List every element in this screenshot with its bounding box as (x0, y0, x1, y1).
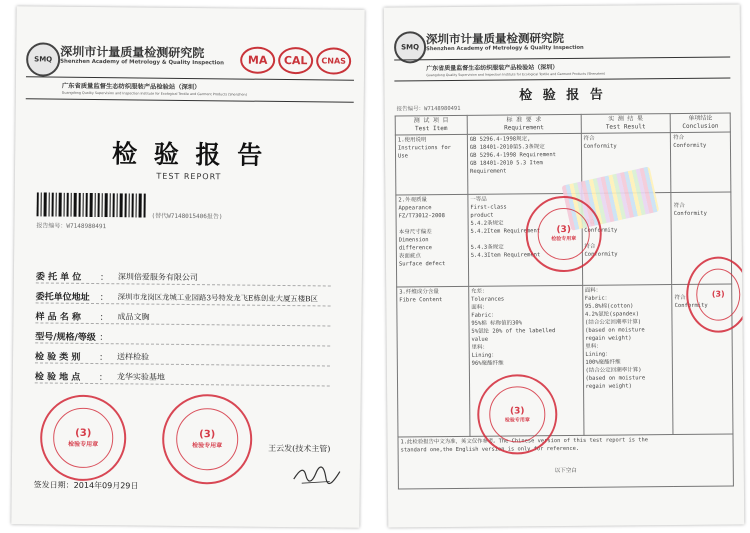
footnote-cell (398, 434, 733, 489)
institute-name-en: Shenzhen Academy of Metrology & Quality Inspection (60, 58, 224, 67)
barcode (37, 192, 147, 217)
barcode-caption: (替代W7148015406报告) (151, 212, 223, 221)
inspection-seal: (3) 检验专用章 (477, 374, 558, 455)
requirement-cell: 允差： Tolerances 面料： Fabric： 95%棉 标称值的30% 5%氨纶 20% of the labelled value 里料： Lining： 96%聚酯纤维 (469, 285, 584, 436)
table-row (397, 284, 733, 437)
inspection-seal: (3) 检验专用章 (40, 394, 127, 481)
item-cell: 1.使用说明 Instructions for Use (395, 134, 467, 195)
cma-mark: MA (240, 47, 275, 74)
client-label: 委 托 单 位 (35, 272, 82, 283)
test-results-page (384, 4, 745, 527)
header-rule (394, 57, 730, 61)
header-test-item: 测 试 项 目 Test Item (395, 115, 467, 135)
conclusion-cell: 符合 Conformity (671, 132, 731, 193)
conclusion-cell: 符合 Conformity (672, 284, 733, 435)
approval-seal: (3) 检验专用章 (162, 394, 253, 485)
handwritten-signature (292, 461, 342, 488)
client-address-value: 深圳市龙岗区龙城工业园路3号特发龙飞E栋创业大厦五楼B区 (117, 292, 319, 304)
conclusion-cell: 符合 Conformity (671, 192, 732, 285)
approver-name: 王云发(技术主管) (268, 443, 331, 454)
inspection-seal: (3) (686, 256, 744, 333)
colon: ： (99, 273, 109, 284)
field-divider (36, 282, 331, 286)
header-conclusion: 单项结论 Conclusion (670, 113, 730, 133)
report-title-en: TEST REPORT (156, 171, 222, 182)
cnas-mark: CNAS (316, 47, 351, 74)
header-rule-2 (394, 78, 730, 82)
inspection-type-value: 送样检验 (117, 352, 150, 362)
field-divider (35, 382, 330, 386)
requirement-cell: 一等品 First-class product 5.4.2条规定 5.4.2Item Requirement 5.4.3条规定 5.4.3Item Requirement (468, 193, 583, 286)
report-title-cn: 检 验 报 告 (111, 139, 267, 170)
report-number: 报告编号：W7148980491 (396, 105, 461, 113)
colon: ： (98, 373, 108, 384)
sample-name-label: 样 品 名 称 (35, 312, 81, 323)
result-cell: Conformity 符合 Conformity (581, 193, 671, 286)
station-name-en: Guangdong Quality Supervision and Inspection Institute for Ecological Textile and Garment Products (Shenzhen) (426, 71, 606, 78)
colon: ： (99, 293, 109, 304)
report-title-cn: 检 验 报 告 (519, 87, 606, 104)
inspection-site-value: 龙华实验基地 (116, 372, 165, 382)
issue-date: 签发日期：2014年09月29日 (33, 480, 139, 491)
client-address-label: 委托单位地址 (35, 292, 90, 303)
field-divider (35, 362, 330, 366)
model-spec-label: 型号/规格/等级 (35, 332, 96, 344)
institute-name-cn: 深圳市计量质量检测研究院 (60, 44, 205, 61)
footnote-line-1: 1.此检验报告中文为准，英文仅作参考。The Chinese version of this test report is the (400, 437, 648, 446)
field-divider (35, 322, 330, 326)
colon: ： (99, 313, 109, 324)
footnote-line-2: standard one,the English version is only for reference. (400, 445, 580, 454)
report-cover-page (11, 6, 364, 528)
requirement-cell: GB 5296.4-1998规定, GB 18401-2010第5.3条规定 GB 5296.4-1998 Requirement GB 18401-2010 5.3 Item Requirement (467, 133, 581, 194)
institute-name-cn: 深圳市计量质量检测研究院 (425, 30, 565, 47)
client-value: 深圳倍爱服务有限公司 (117, 272, 198, 283)
header-rule-2 (26, 98, 354, 102)
field-divider (35, 342, 330, 346)
station-name-cn: 广东省质量监督生态纺织服装产品检验站（深圳） (426, 64, 559, 73)
report-number: 报告编号：W7148980491 (36, 222, 107, 231)
inspection-seal: (3) 检验专用章 (525, 196, 602, 273)
institute-logo: SMQ (26, 42, 60, 76)
colon: ： (98, 353, 109, 364)
institute-logo: SMQ (394, 31, 426, 63)
header-test-result: 实 测 结 果 Test Result (581, 114, 671, 134)
item-cell: 3.纤维成分含量 Fibre Content (397, 286, 470, 437)
result-cell: 符合 Conformity (581, 133, 671, 194)
inspection-site-label: 检 验 地 点 (34, 372, 81, 383)
inspection-type-label: 检 验 类 别 (34, 352, 81, 363)
end-of-report-text: 以下空白 (554, 467, 577, 475)
item-cell: 2.外观质量 Appearance FZ/T73012-2008 本身尺寸偏差 Dimension difference 表面疵点 Surface defect (396, 194, 469, 287)
test-results-table (395, 113, 734, 490)
colon: ： (99, 333, 109, 344)
result-cell: 面料： Fabric： 95.8%棉(cotton) 4.2%氨纶(spandex) (结合公定回潮率计算) (based on moisture regain weight) 里料： Lining： 100%聚酯纤维 (结合公定回潮率计算) (based on moisture regain weight) (582, 285, 673, 436)
station-name-en: Guangdong Quality Supervision and Inspection Institute for Ecological Textile and Garment Products (Shenzhen) (61, 90, 247, 97)
institute-name-en: Shenzhen Academy of Metrology & Quality Inspection (426, 44, 584, 53)
station-name-cn: 广东省质量监督生态纺织服装产品检验站（深圳） (61, 82, 201, 92)
header-requirement: 标 准 要 求 Requirement (467, 114, 581, 134)
table-footnote-row (398, 434, 733, 489)
sample-name-value: 成品文胸 (117, 312, 150, 322)
cal-mark: CAL (278, 47, 313, 74)
